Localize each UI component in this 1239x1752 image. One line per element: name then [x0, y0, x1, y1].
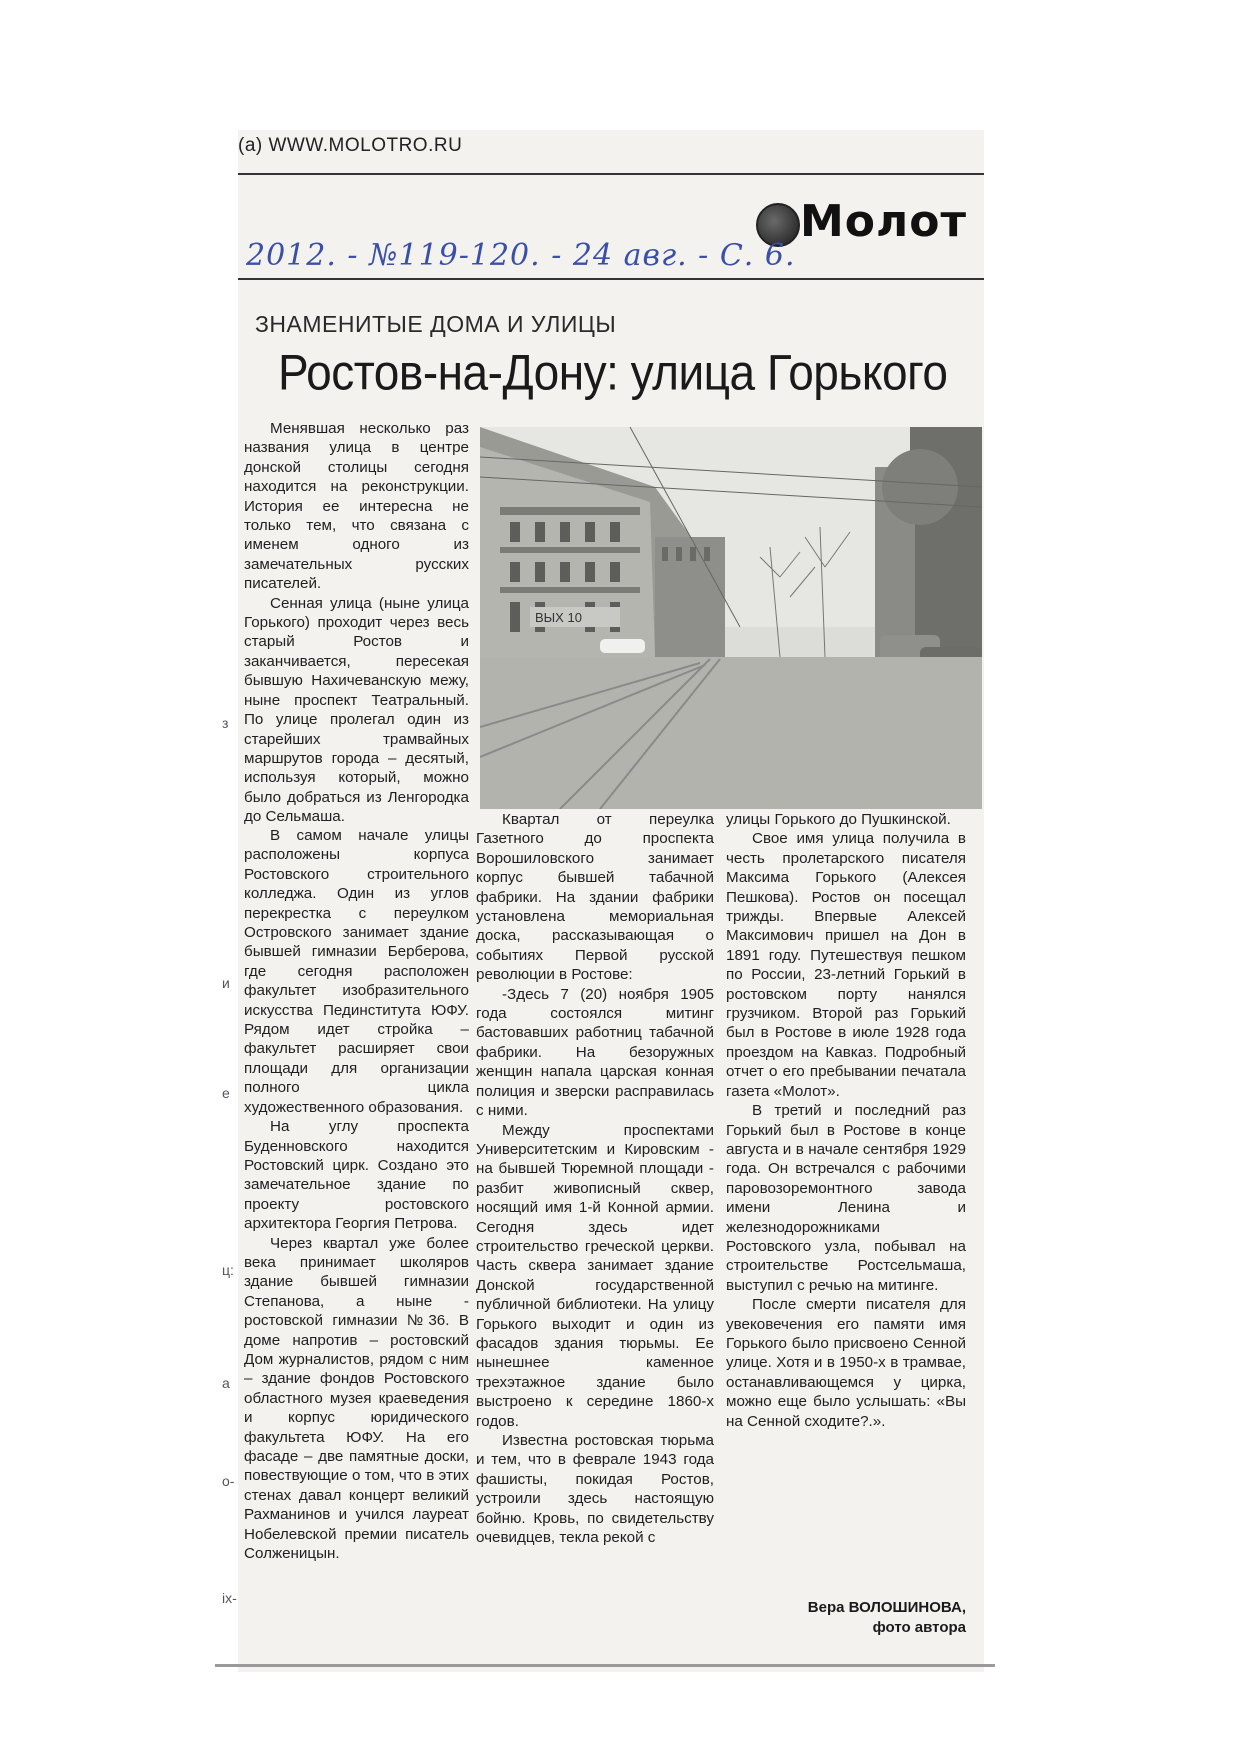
edge-fragment: а: [222, 1375, 230, 1391]
paragraph: Известна ростовская тюрьма и тем, что в феврале 1943 года фашисты, покидая Ростов, устроили здесь настоящую бойню. Кровь, по свидетельству очевидцев, текла рекой с: [476, 1432, 714, 1547]
paragraph: В третий и последний раз Горький был в Ростове в конце августа и в начале сентября 1929 года. Он встречался с рабочими паровозоремонтного завода имени Ленина и железнодорожниками Ростовского узла, побывал на строительстве Ростсельмаша, выступил с речью на митинге.: [726, 1102, 966, 1294]
paragraph: В самом начале улицы расположены корпуса Ростовского строительного колледжа. Один из углов перекрестка с переулком Островского занимает здание бывшей гимназии Берберова, где сегодня расположен факультет изобразительного искусства Пединститута ЮФУ. Рядом идет стройка – факультет расширяет свои площади для организации полного цикла художественного образования.: [244, 827, 469, 1116]
article-column-3: [726, 810, 966, 1431]
edge-fragment: е: [222, 1085, 230, 1101]
edge-fragment: ix-: [222, 1590, 237, 1606]
paragraph: Между проспектами Университетским и Кировским - на бывшей Тюремной площади - разбит живописный сквер, носящий имя 1-й Конной армии. Сегодня здесь идет строительство греческой церкви. Часть сквера занимает здание Донской государственной публичной библиотеки. На улицу Горького выходит и один из фасадов здания тюрьмы. Ее нынешнее каменное трехэтажное здание было выстроено к середине 1860-х годов.: [476, 1121, 714, 1430]
site-url: (a) WWW.MOLOTRO.RU: [238, 135, 463, 156]
article-column-2: [476, 810, 714, 1547]
article-title: Ростов-на-Дону: улица Горького: [278, 344, 948, 401]
article-rubric: ЗНАМЕНИТЫЕ ДОМА И УЛИЦЫ: [255, 311, 617, 337]
edge-fragment: з: [222, 715, 229, 731]
header-rule: [238, 173, 984, 175]
paragraph: Квартал от переулка Газетного до проспекта Ворошиловского занимает корпус бывшей табачной фабрики. На здании фабрики установлена мемориальная доска, рассказывающая о событиях Первой русской революции в Ростове:: [476, 811, 714, 984]
paragraph: После смерти писателя для увековечения его памяти имя Горького было присвоено Сенной улице. Хотя и в 1950-х в трамвае, останавливающемся у цирка, можно еще было услышать: «Вы на Сенной сходите?.».: [726, 1296, 966, 1430]
paragraph: На углу проспекта Буденновского находится Ростовский цирк. Создано это замечательное здание по проекту ростовского архитектора Георгия Петрова.: [244, 1118, 469, 1233]
article-byline: [726, 1598, 966, 1638]
paragraph: улицы Горького до Пушкинской.: [726, 811, 951, 828]
author-name: Вера ВОЛОШИНОВА,: [807, 1599, 966, 1616]
newspaper-logo: Молот: [800, 196, 967, 247]
paragraph: Сенная улица (ныне улица Горького) проходит через весь старый Ростов и заканчивается, пересекая бывшую Нахичеванскую межу, ныне проспект Театральный. По улице пролегал один из старейших трамвайных маршрутов города – десятый, используя который, можно было добраться из Ленгородка до Сельмаша.: [244, 594, 469, 826]
paragraph: Менявшая несколько раз названия улица в центре донской столицы сегодня находится на реконструкции. История ее интересна не только тем, что связана с именем одного из замечательных русских писателей.: [244, 420, 469, 593]
paragraph: Свое имя улица получила в честь пролетарского писателя Максима Горького (Алексея Пешкова). Ростов он посещал трижды. Впервые Алексей Максимович пришел на Дон в 1891 году. Путешествуя пешком по России, 23-летний Горький в ростовском порту нанялся грузчиком. Второй раз Горький был в Ростове в июле 1928 года проездом на Кавказ. Подробный отчет о его пребывании печатала газета «Молот».: [726, 830, 966, 1100]
handwritten-citation: 2012. - №119-120. - 24 авг. - С. 6.: [246, 238, 796, 273]
article-column-1-bottom: [244, 826, 469, 1563]
edge-fragment: и: [222, 975, 230, 991]
street-photo: [480, 427, 982, 809]
article-column-1-top: [244, 419, 469, 827]
masthead-rule: [238, 278, 984, 280]
clipping-bottom-edge: [215, 1664, 995, 1667]
edge-fragment: ц:: [222, 1262, 234, 1278]
edge-fragment: о-: [222, 1473, 235, 1489]
building-sign: ВЫХ 10: [535, 610, 582, 625]
paragraph: -Здесь 7 (20) ноября 1905 года состоялся митинг бастовавших работниц табачной фабрики. На безоружных женщин напала царская конная полиция и зверски расправилась с ними.: [476, 985, 714, 1120]
photo-credit: фото автора: [872, 1619, 966, 1636]
paragraph: Через квартал уже более века принимает школяров здание бывшей гимназии Степанова, а ныне - ростовской гимназии №36. В доме напротив – ростовский Дом журналистов, рядом с ним – здание фондов Ростовского областного музея краеведения и корпус юридического факультета ЮФУ. На его фасаде – две памятные доски, повествующие о том, что в этих стенах давал концерт великий Рахманинов и учился лауреат Нобелевской премии писатель Солженицын.: [244, 1234, 469, 1563]
